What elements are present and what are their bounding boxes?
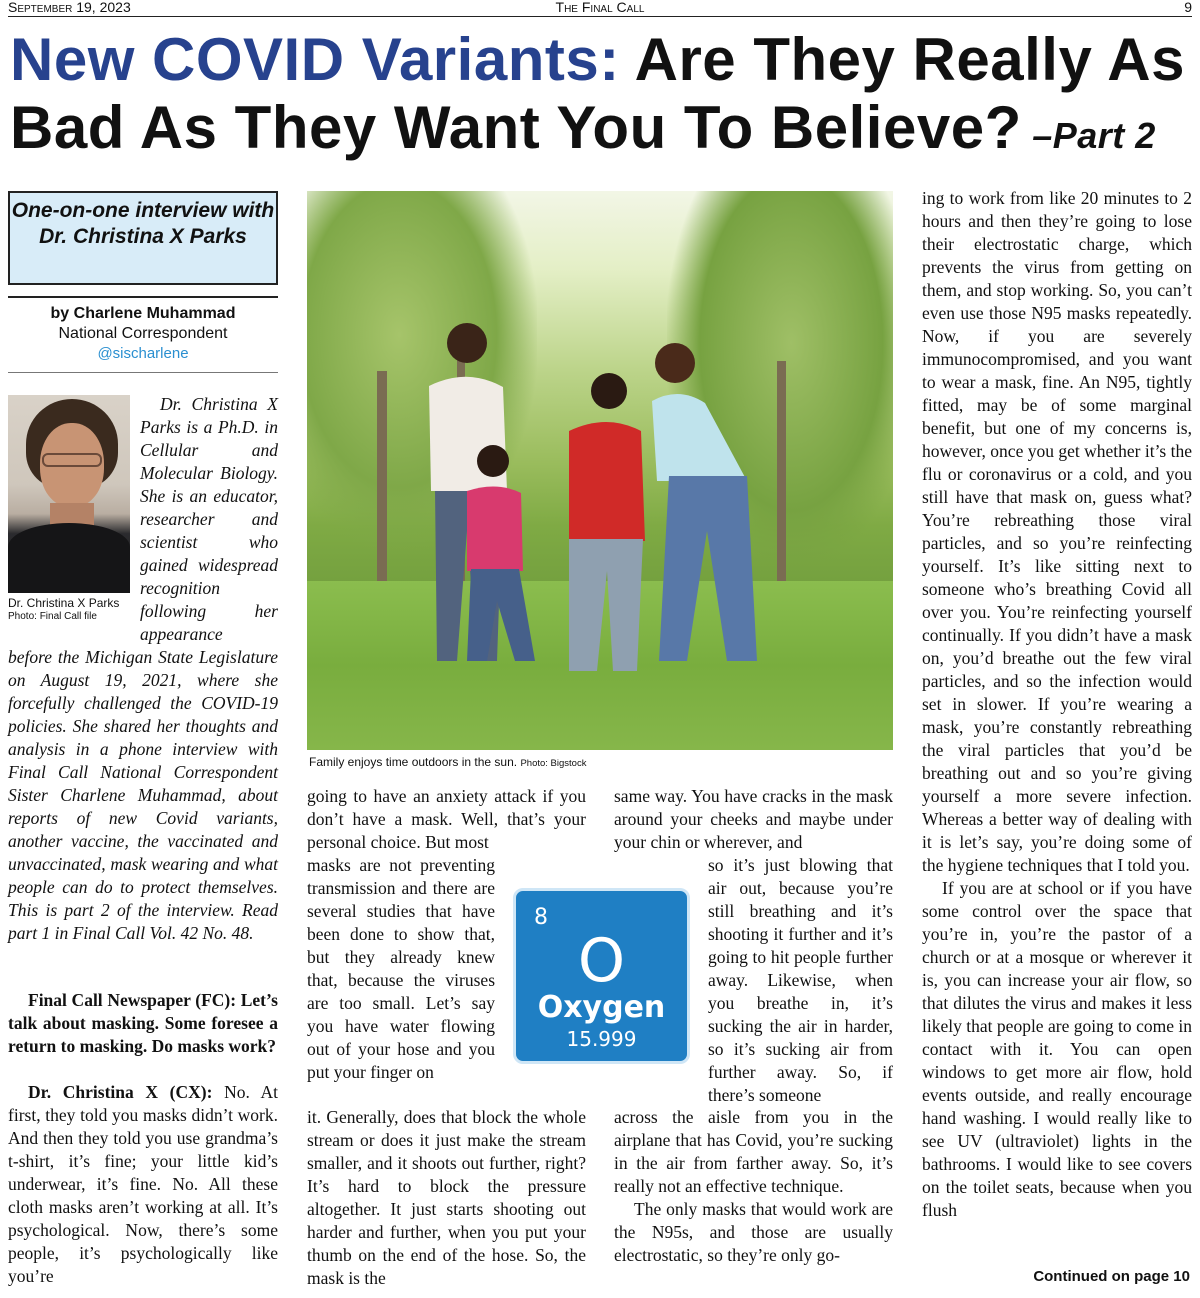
portrait-photo xyxy=(8,395,130,593)
answer-col2-bottom: it. Generally, does that block the whole stream or does it just make the stream smaller, and it shoots out further, right? It’s hard to block the pressure altogether. It just starts shooting out harder and further, when you put your thumb on the end of the hose. So, the mask is the xyxy=(307,1107,586,1288)
answer-col4-p2: If you are at school or if you have some control over the space that you’re in, you’re the pastor of a church or at a mosque or wherever it is, you can increase your air flow, so that dilutes the virus and makes it less likely that people are going to come in contact with it. You can open windows to get more air flow, hold events outside, and really encourage hand washing. I would really like to see UV (ultraviolet) lights in the bathrooms. I would like to see covers on the toilet seats, because when you flush xyxy=(922,878,1192,1220)
answer-col1: Dr. Christina X (CX): No. At first, they told you masks didn’t work. And then they told you use grandma’s t-shirt, it’s fine; your little kid’s underwear, it’s fine. No. All these cloth masks aren’t working at all. It’s psychological. Now, there’s some people, it’s psychologically like you’re xyxy=(8,1082,278,1286)
answer-col3-bottom-p1: across the aisle from you in the airplane that has Covid, you’re sucking in the air from farther away. So, it’s really not an effective technique. xyxy=(614,1107,893,1196)
byline-role: National Correspondent xyxy=(58,325,228,342)
answer-speaker: Dr. Christina X (CX): xyxy=(28,1082,213,1102)
newspaper-name: The Final Call xyxy=(555,0,645,15)
element-number: 8 xyxy=(534,905,548,930)
headline-highlight: New COVID Variants: xyxy=(10,26,620,93)
intro-text-wrapped: Dr. Christina X Parks is a Ph.D. in Cellular and Molecular Biology. She is an educator, researcher and scientist who gained widespread recognition following her appearance xyxy=(140,394,278,644)
element-symbol: O xyxy=(577,926,626,996)
issue-date: September 19, 2023 xyxy=(8,0,131,15)
element-mass: 15.999 xyxy=(566,1027,637,1051)
answer-col3-narrow: so it’s just blowing that air out, because you’re still breathing and it’s shooting it further and it’s going to hit people further away. Likewise, when you breathe in, it’s sucking the air in harder, so it’s sucking air from further away. So, if there’s someone xyxy=(708,855,893,1105)
headline-main: Are They Really As Bad As They Want You To Believe? xyxy=(10,26,1185,161)
intro-text: before the Michigan State Legislature on August 19, 2021, where she forcefully challenged the COVID-19 policies. She shared her thoughts and analysis in a phone interview with Final Call National Correspondent Sister Charlene Muhammad, about reports of new Covid variants, another vaccine, the vaccinated and unvaccinated, mask wearing and what people can do to protect themselves. This is part 2 of the interview. Read part 1 in Final Call Vol. 42 No. 48. xyxy=(8,647,278,943)
page-header xyxy=(8,0,1192,16)
byline-author: by Charlene Muhammad xyxy=(50,305,236,322)
oxygen-element-graphic xyxy=(513,888,690,1064)
byline-handle[interactable]: @sischarlene xyxy=(97,345,189,362)
element-name: Oxygen xyxy=(537,990,666,1025)
portrait-caption-credit: Photo: Final Call file xyxy=(8,611,97,622)
header-rule xyxy=(8,16,1192,17)
answer-col4-p1: ing to work from like 20 minutes to 2 hours and then they’re going to lose their electrostatic charge, which prevents the virus from getting on them, and stop working. So, you can’t even use those N95 masks repeatedly. Now, if you are severely immunocompromised, and you want to wear a mask, fine. An N95, tightly fitted, may be of some marginal benefit, but one of my concerns is, however, once you get whether it’s the flu or coronavirus or a cold, and you still have that mask on, guess what? You’re rebreathing those viral particles, and so you’re reinfecting yourself. It’s like sitting next to someone who’s breathing Covid all over you. You’re reinfecting yourself continually. If you didn’t have a mask on, you’d breathe out the few viral particles, and so the infection would set in slower. If you’re wearing a mask, you’re constantly rebreathing the viral particles that you’d be breathing out and so you’re giving yourself a more severe infection. Whereas a better way of dealing with it is let’s say, you’re doing some of the hygiene techniques that I told you. xyxy=(922,188,1192,875)
answer-col2-narrow: masks are not preventing transmission and there are several studies that have been done to show that, but they already knew that, because the viruses are too small. Let’s say you have water flowing out of your hose and you put your finger on xyxy=(307,855,495,1082)
family-photo xyxy=(307,191,893,750)
portrait-caption xyxy=(8,597,119,623)
portrait-sweater xyxy=(8,523,130,593)
interview-box-title: One-on-one interview with Dr. Christina X Parks xyxy=(11,199,275,248)
continued-link[interactable]: Continued on page 10 xyxy=(1033,1268,1190,1285)
headline xyxy=(10,26,1190,170)
answer-col4 xyxy=(922,187,1192,1222)
photo-family-figures xyxy=(307,191,893,750)
photo-caption-credit: Photo: Bigstock xyxy=(520,758,587,769)
headline-part-label: –Part 2 xyxy=(1021,115,1156,156)
portrait-caption-name: Dr. Christina X Parks xyxy=(8,596,120,610)
interview-box xyxy=(8,191,278,285)
answer-col3-top: same way. You have cracks in the mask around your cheeks and maybe under your chin or wherever, and xyxy=(614,786,893,852)
question-paragraph: Final Call Newspaper (FC): Let’s talk about masking. Some foresee a return to masking. Do masks work? xyxy=(8,990,278,1056)
photo-caption xyxy=(309,755,586,769)
answer-col2-top: going to have an anxiety attack if you don’t have a mask. Well, that’s your personal choice. But most xyxy=(307,786,586,852)
byline-rule-bottom xyxy=(8,372,278,373)
page-number: 9 xyxy=(1184,0,1192,15)
photo-caption-text: Family enjoys time outdoors in the sun. xyxy=(309,755,518,769)
byline-rule xyxy=(8,296,278,298)
portrait-glasses xyxy=(42,453,102,467)
answer-col3-bottom-p2: The only masks that would work are the N95s, and those are usually electrostatic, so they’re only go- xyxy=(614,1199,893,1265)
answer-col3-bottom xyxy=(614,1106,893,1267)
byline xyxy=(8,304,278,364)
